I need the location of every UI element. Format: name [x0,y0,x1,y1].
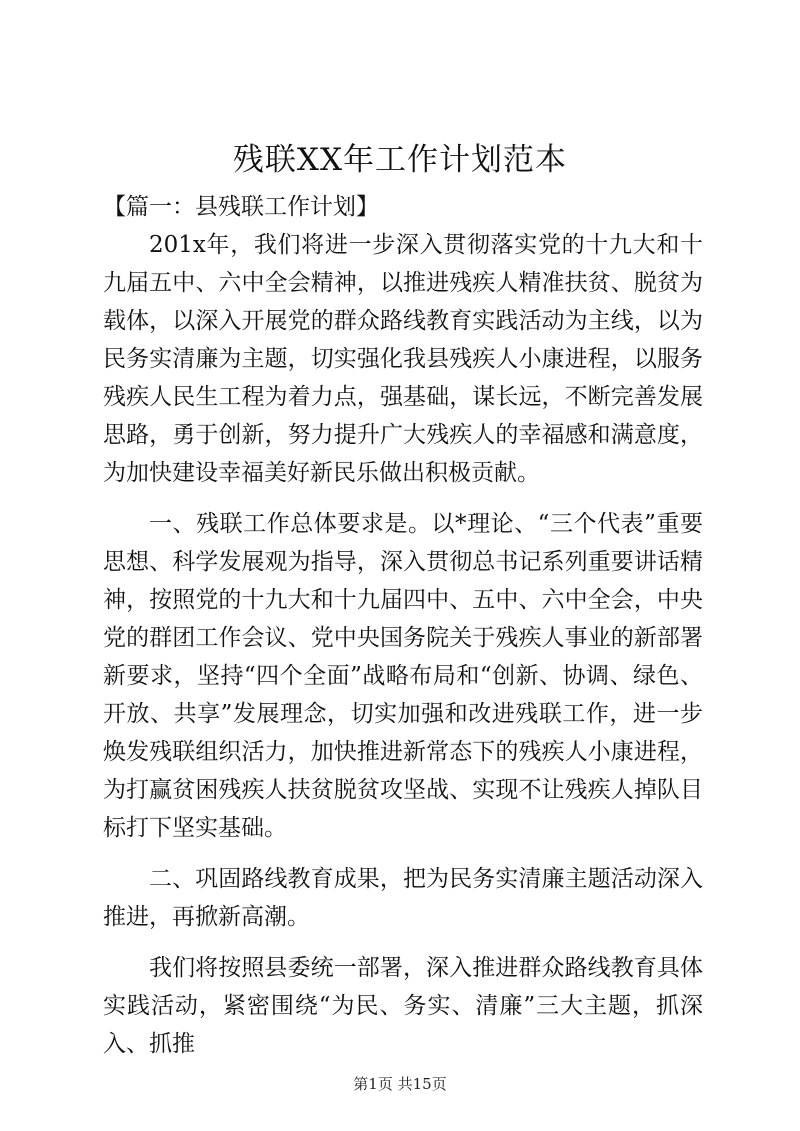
paragraph-consolidate-results: 二、巩固路线教育成果，把为民务实清廉主题活动深入推进，再掀新高潮。 [103,866,703,930]
section-heading: 【篇一：县残联工作计划】 [103,194,379,220]
paragraph-general-requirements: 一、残联工作总体要求是。以*理论、“三个代表”重要思想、科学发展观为指导，深入贯彻总书记系列重要讲话精神，按照党的十九大和十九届四中、五中、六中全会，中央党的群团工作会议、党中央国务院关于残疾人事业的新部署新要求，坚持“四个全面”战略布局和“创新、协调、绿色、开放、共享”发展理念，切实加强和改进残联工作，进一步焕发残联组织活力，加快推进新常态下的残疾人小康进程，为打赢贫困残疾人扶贫脱贫攻坚战、实现不让残疾人掉队目标打下坚实基础。 [103,511,703,841]
document-title: 残联XX年工作计划范本 [232,142,568,178]
page-footer: 第1页 共15页 [353,1075,447,1093]
document-body [103,188,703,1063]
paragraph-intro: 201x年，我们将进一步深入贯彻落实党的十九大和十九届五中、六中全会精神，以推进残疾人精准扶贫、脱贫为载体，以深入开展党的群众路线教育实践活动为主线，以为民务实清廉为主题，切实强化我县残疾人小康进程，以服务残疾人民生工程为着力点，强基础，谋长远，不断完善发展思路，勇于创新，努力提升广大残疾人的幸福感和满意度，为加快建设幸福美好新民乐做出积极贡献。 [103,232,703,486]
paragraph-county-deployment: 我们将按照县委统一部署，深入推进群众路线教育具体实践活动，紧密围绕“为民、务实、清廉”三大主题，抓深入、抓推 [103,955,703,1057]
